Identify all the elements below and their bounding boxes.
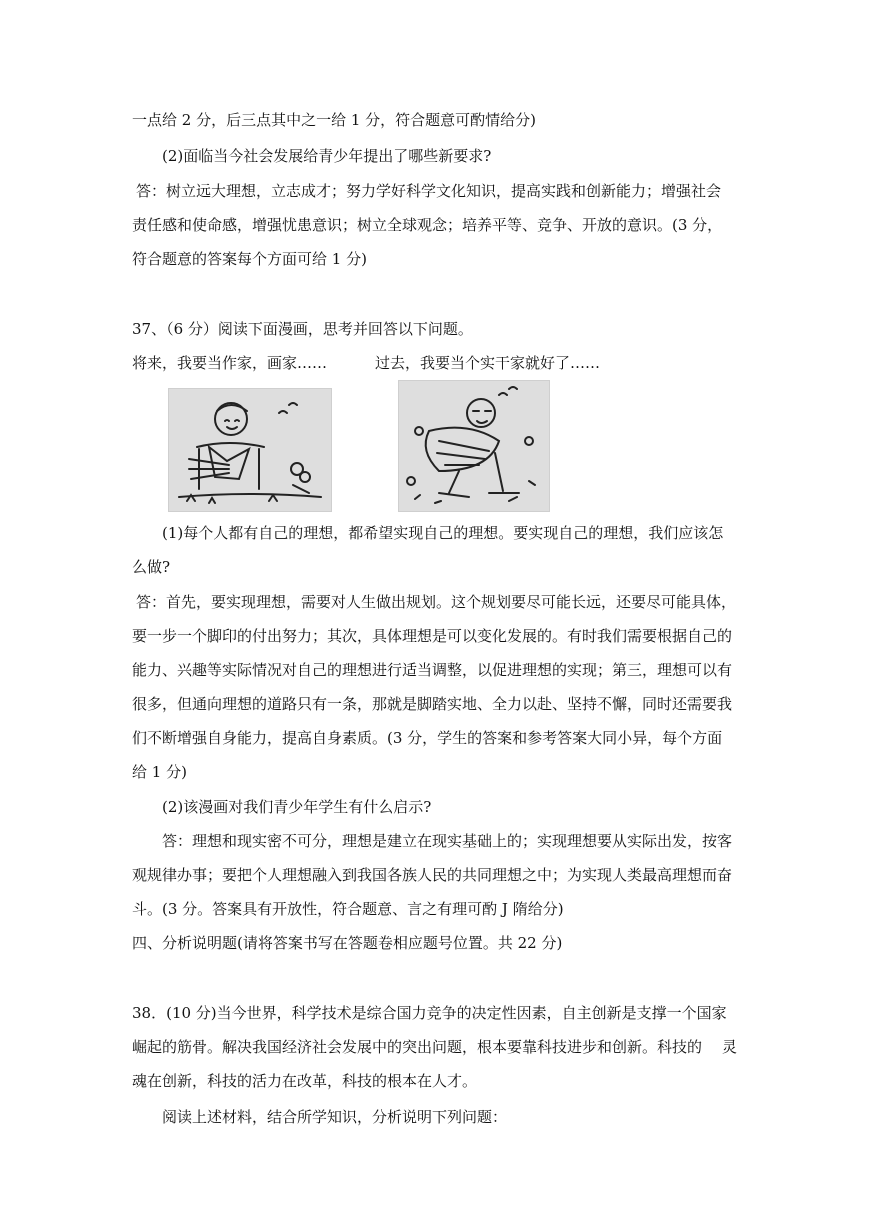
question-38-line-2-tail: 灵 <box>722 1038 738 1056</box>
question-38-line-3: 魂在创新，科技的活力在改革，科技的根本在人才。 <box>132 1072 478 1090</box>
answer-line-3: 符合题意的答案每个方面可给 1 分) <box>132 250 367 268</box>
answer-37-1-line-5: 们不断增强自身能力，提高自身素质。(3 分，学生的答案和参考答案大同小异，每个方面 <box>132 729 723 747</box>
question-37-heading: 37、（6 分）阅读下面漫画，思考并回答以下问题。 <box>132 320 473 338</box>
question-38-instruction: 阅读上述材料，结合所学知识，分析说明下列问题： <box>162 1108 508 1126</box>
question-37-2: (2)该漫画对我们青少年学生有什么启示? <box>162 798 432 816</box>
answer-line-2: 责任感和使命感，增强忧患意识；树立全球观念；培养平等、竞争、开放的意识。(3 分， <box>132 216 723 234</box>
question-38-line-1: 38．(10 分)当今世界，科学技术是综合国力竞争的决定性因素，自主创新是支撑一个国家 <box>132 1004 727 1022</box>
question-37-1: (1)每个人都有自己的理想，都希望实现自己的理想。要实现自己的理想，我们应该怎 <box>162 524 724 542</box>
cartoon-young-dreamer <box>168 388 332 512</box>
answer-37-2-line-1: 答：理想和现实密不可分，理想是建立在现实基础上的；实现理想要从实际出发，按客 <box>162 832 733 850</box>
section-4-heading: 四、分析说明题(请将答案书写在答题卷相应题号位置。共 22 分) <box>132 934 563 952</box>
question-38-line-2: 崛起的筋骨。解决我国经济社会发展中的突出问题，根本要靠科技进步和创新。科技的 <box>132 1038 703 1056</box>
answer-37-2-line-3: 斗。(3 分。答案具有开放性，符合题意、言之有理可酌 J 隋给分) <box>132 900 564 918</box>
answer-37-2-line-2: 观规律办事；要把个人理想融入到我国各族人民的共同理想之中；为实现人类最高理想而奋 <box>132 866 733 884</box>
cartoon-caption-left: 将来，我要当作家，画家…… <box>132 354 328 372</box>
cartoon-young-dreamer-drawing <box>169 389 331 511</box>
answer-37-1-line-1: 答：首先，要实现理想，需要对人生做出规划。这个规划要尽可能长远，还要尽可能具体， <box>136 593 737 611</box>
question-37-1-cont: 么做? <box>132 558 171 576</box>
cartoon-old-regretter <box>398 380 550 512</box>
answer-37-1-line-6: 给 1 分) <box>132 763 187 781</box>
cartoon-old-regretter-drawing <box>399 381 549 511</box>
answer-tail-line: 一点给 2 分，后三点其中之一给 1 分，符合题意可酌情给分) <box>132 111 537 129</box>
answer-line-1: 答：树立远大理想，立志成才；努力学好科学文化知识，提高实践和创新能力；增强社会 <box>136 182 722 200</box>
cartoon-caption-right: 过去，我要当个实干家就好了…… <box>375 354 601 372</box>
question-2: (2)面临当今社会发展给青少年提出了哪些新要求? <box>162 147 492 165</box>
answer-37-1-line-2: 要一步一个脚印的付出努力；其次，具体理想是可以变化发展的。有时我们需要根据自己的 <box>132 627 733 645</box>
answer-37-1-line-4: 很多，但通向理想的道路只有一条，那就是脚踏实地、全力以赴、坚持不懈，同时还需要我 <box>132 695 733 713</box>
answer-37-1-line-3: 能力、兴趣等实际情况对自己的理想进行适当调整，以促进理想的实现；第三，理想可以有 <box>132 661 733 679</box>
